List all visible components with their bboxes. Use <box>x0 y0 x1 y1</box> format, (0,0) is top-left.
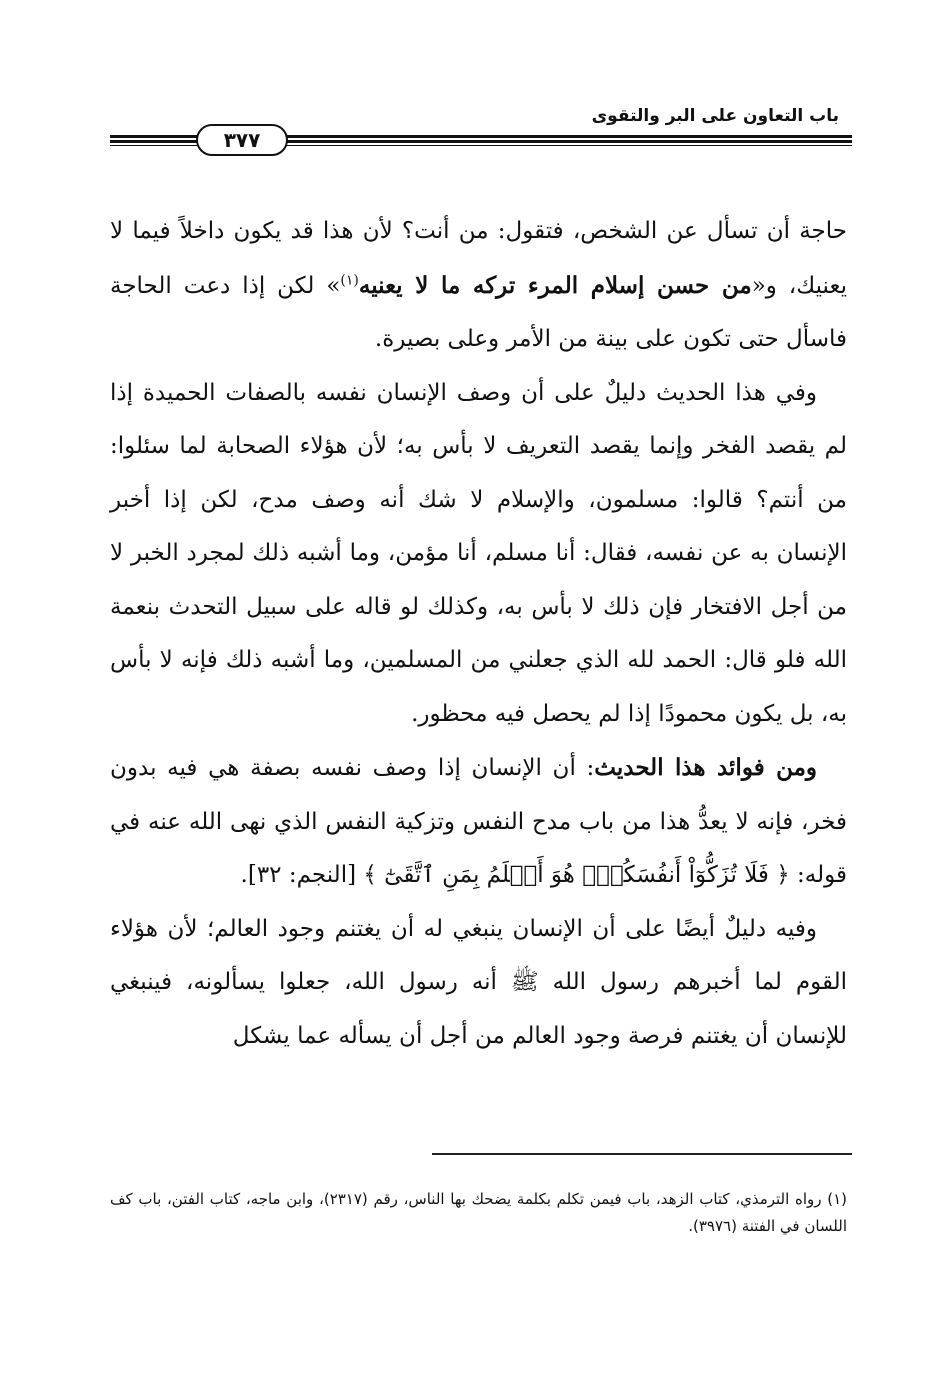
page-number: ٣٧٧ <box>196 124 288 156</box>
footnote-text: رواه الترمذي، كتاب الزهد، باب فيمن تكلم بكلمة يضحك بها الناس، رقم (٢٣١٧)، وابن ماجه، كتاب الفتن، باب كف اللسان في الفتنة (٣٩٧٦). <box>110 1190 847 1235</box>
text-run: » لكن إذا دعت الحاجة فاسأل حتى تكون على بينة من الأمر وعلى بصيرة. <box>110 272 847 352</box>
paragraph-1 <box>110 205 847 367</box>
quran-verse: ﴿ فَلَا تُزَكُّوٓاْ أَنفُسَكُمْۖ هُوَ أَعۡلَمُ بِمَنِ ٱتَّقَىٰٓ ﴾ <box>363 862 790 888</box>
main-text <box>110 205 847 1063</box>
text-run: : أن الإنسان إذا وصف نفسه بصفة هي فيه بدون فخر، فإنه لا يعدُّ هذا من باب مدح النفس وتزكية النفس الذي نهى الله عنه في قوله: <box>110 755 847 888</box>
section-lead: ومن فوائد هذا الحديث <box>594 754 818 781</box>
footnote-separator <box>432 1153 852 1155</box>
text-run: حاجة أن تسأل عن الشخص، فتقول: من أنت؟ لأن هذا قد يكون داخلاً فيما لا يعنيك، و« <box>110 218 847 299</box>
footnote-marker: (١) <box>827 1190 847 1208</box>
header-rule <box>110 128 852 152</box>
paragraph-4: وفيه دليلٌ أيضًا على أن الإنسان ينبغي له أن يغتنم وجود العالم؛ لأن هؤلاء القوم لما أخبرهم رسول الله ﷺ أنه رسول الله، جعلوا يسألونه، فينبغي للإنسان أن يغتنم فرصة وجود العالم من أجل أن يسأله عما يشكل <box>110 915 847 1049</box>
running-header-title: باب التعاون على البر والتقوى <box>591 106 839 126</box>
paragraph-3 <box>110 741 847 903</box>
verse-reference: [النجم: ٣٢]. <box>240 862 364 888</box>
paragraph-2: وفي هذا الحديث دليلٌ على أن وصف الإنسان نفسه بالصفات الحميدة إذا لم يقصد الفخر وإنما يقصد التعريف لا بأس به؛ لأن هؤلاء الصحابة لما سئلوا: من أنتم؟ قالوا: مسلمون، والإسلام لا شك أنه وصف مدح، لكن إذا أخبر الإنسان به عن نفسه، فقال: أنا مسلم، أنا مؤمن، وما أشبه ذلك لمجرد الخبر لا من أجل الافتخار فإن ذلك لا بأس به، وكذلك لو قاله على سبيل التحدث بنعمة الله فلو قال: الحمد لله الذي جعلني من المسلمين، وما أشبه ذلك فإنه لا بأس به، بل يكون محمودًا إذا لم يحصل فيه محظور. <box>110 379 847 727</box>
footnote <box>110 1186 847 1240</box>
footnote-reference: (١) <box>340 271 359 288</box>
hadith-quote: من حسن إسلام المرء تركه ما لا يعنيه <box>358 271 752 299</box>
